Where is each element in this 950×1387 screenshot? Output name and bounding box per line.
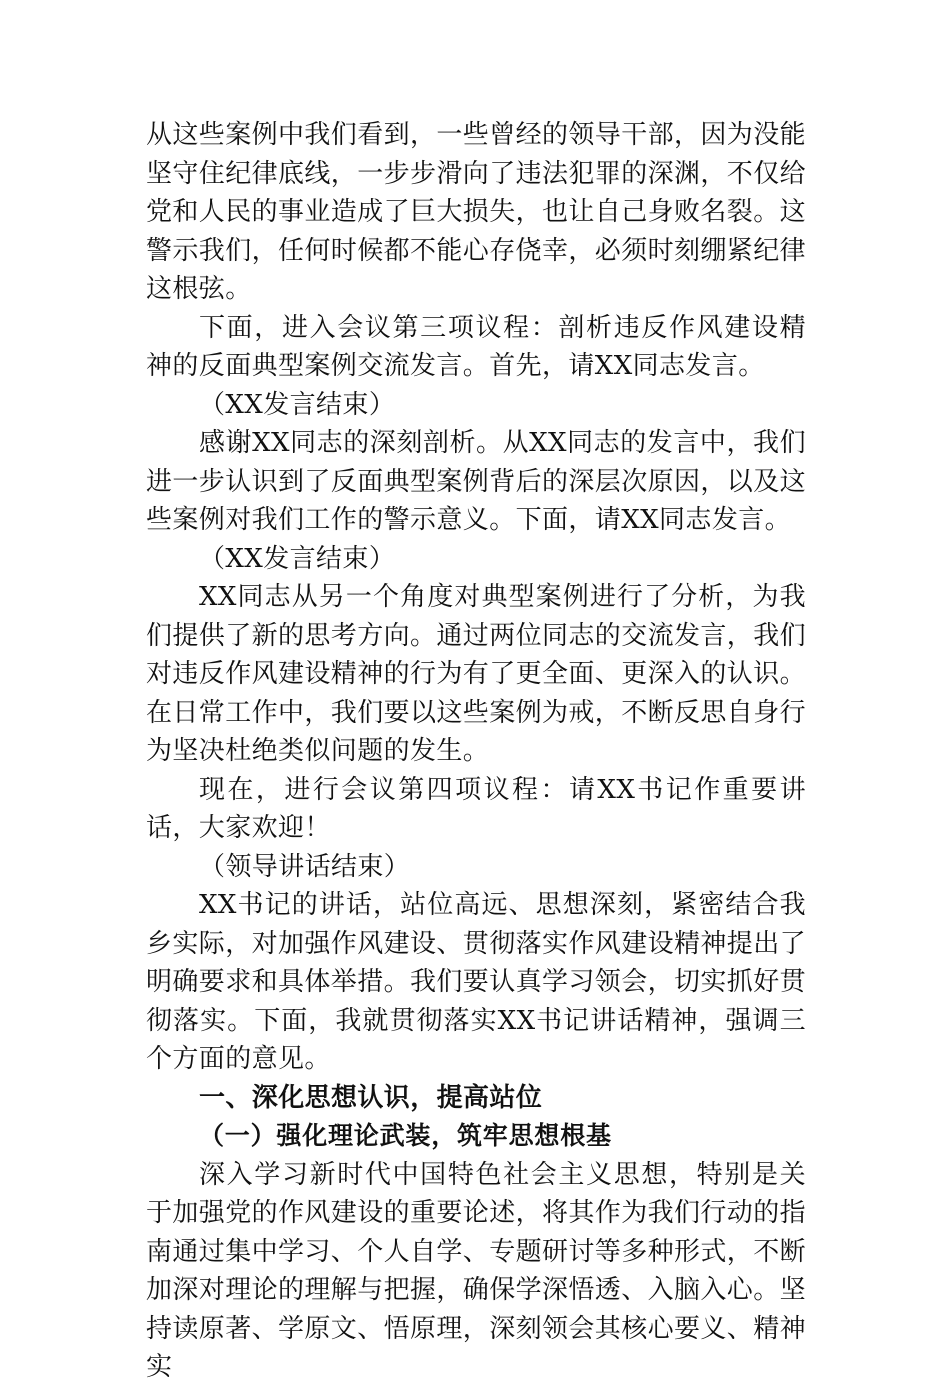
- paragraph-analysis: XX同志从另一个角度对典型案例进行了分析，为我们提供了新的思考方向。通过两位同志的交流发言，我们对违反作风建设精神的行为有了更全面、更深入的认识。在日常工作中，我们要以这些案例为戒，不断反思自身行为坚决杜绝类似问题的发生。: [146, 582, 807, 766]
- paragraph-agenda-four: 现在，进行会议第四项议程：请XX书记作重要讲话，大家欢迎！: [146, 774, 806, 843]
- heading-level-2: （一）强化理论武装，筑牢思想根基: [199, 1121, 612, 1150]
- paragraph-secretary-speech: XX书记的讲话，站位高远、思想深刻，紧密结合我乡实际，对加强作风建设、贯彻落实作风建设精神提出了明确要求和具体举措。我们要认真学习领会，切实抓好贯彻落实。下面，我就贯彻落实XX书记讲话精神，强调三个方面的意见。: [146, 890, 807, 1074]
- paragraph-case-warning: 从这些案例中我们看到，一些曾经的领导干部，因为没能坚守住纪律底线，一步步滑向了违法犯罪的深渊，不仅给党和人民的事业造成了巨大损失，也让自己身败名裂。这警示我们，任何时候都不能心存侥幸，必须时刻绷紧纪律这根弦。: [146, 120, 807, 304]
- heading-level-1: 一、深化思想认识，提高站位: [199, 1082, 543, 1113]
- speech-end-note-2: （XX发言结束）: [199, 543, 396, 574]
- leader-speech-end-note: （领导讲话结束）: [199, 851, 411, 882]
- document-body: [146, 116, 806, 1387]
- paragraph-thanks: 感谢XX同志的深刻剖析。从XX同志的发言中，我们进一步认识到了反面典型案例背后的深层次原因，以及这些案例对我们工作的警示意义。下面，请XX同志发言。: [146, 428, 807, 535]
- paragraph-theory-study: 深入学习新时代中国特色社会主义思想，特别是关于加强党的作风建设的重要论述，将其作为我们行动的指南通过集中学习、个人自学、专题研讨等多种形式，不断加深对理论的理解与把握，确保学深悟透、入脑入心。坚持读原著、学原文、悟原理，深刻领会其核心要义、精神实: [146, 1159, 807, 1382]
- speech-end-note-1: （XX发言结束）: [199, 389, 396, 420]
- paragraph-agenda-three: 下面，进入会议第三项议程：剖析违反作风建设精神的反面典型案例交流发言。首先，请XX同志发言。: [146, 312, 806, 381]
